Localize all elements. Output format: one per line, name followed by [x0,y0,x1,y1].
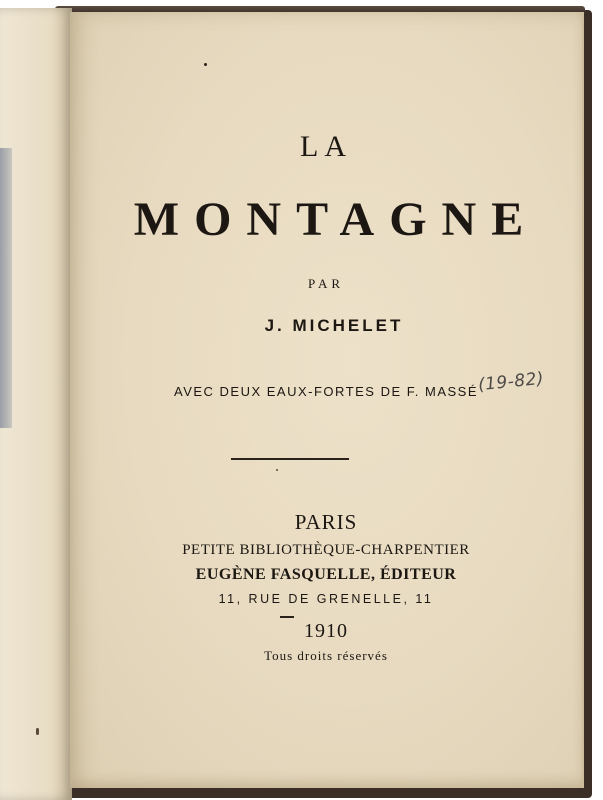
handwritten-pencil-note: (19-82) [477,368,546,396]
author-name: J. MICHELET [264,316,404,335]
short-divider [280,616,294,618]
title-page [70,12,584,788]
left-page [0,8,72,800]
page-tear-mark [36,728,39,735]
publication-city: PARIS [294,510,358,534]
divider-rule [231,458,349,460]
ink-dot [204,63,207,66]
subtitle: AVEC DEUX EAUX-FORTES DE F. MASSÉ [173,384,478,399]
title-line-2: MONTAGNE [133,193,539,246]
title-line-1: LA [300,130,352,163]
publication-year: 1910 [304,620,348,642]
publisher-series: PETITE BIBLIOTHÈQUE-CHARPENTIER [182,542,470,558]
title-page-content [70,12,582,788]
rights-notice: Tous droits réservés [264,648,388,663]
paper-speck [276,469,278,471]
publisher-name: EUGÈNE FASQUELLE, ÉDITEUR [195,566,457,583]
by-label: PAR [307,276,345,291]
publisher-address: 11, RUE DE GRENELLE, 11 [218,592,434,606]
frontispiece-plate-edge [0,148,12,428]
